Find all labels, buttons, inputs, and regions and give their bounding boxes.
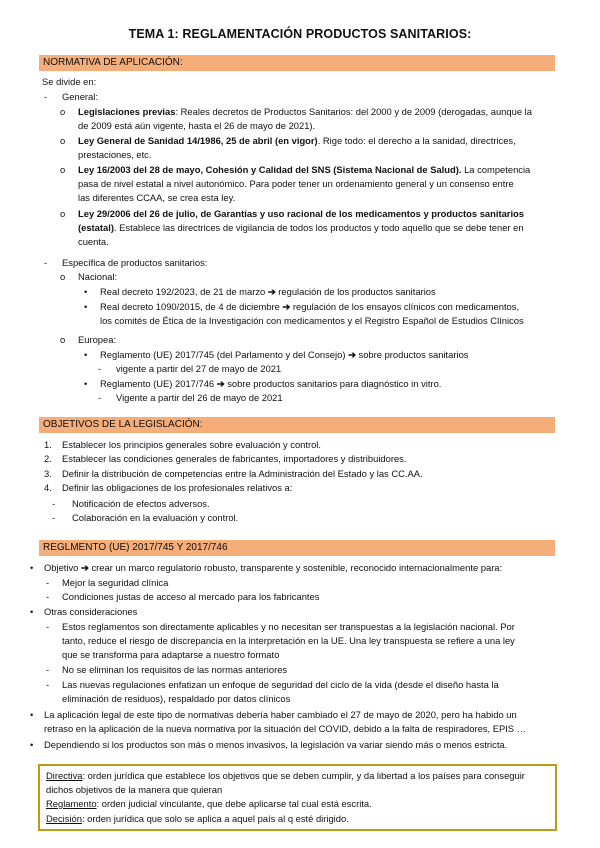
list-subitem: vigente a partir del 27 de mayo de 2021 xyxy=(116,363,282,374)
list-item-cont: los comités de Ética de la Investigación con medicamentos y el Registro Español de Estudios Clínicos xyxy=(100,315,524,326)
dash-marker: - xyxy=(46,664,50,675)
list-subitem-cont: eliminación de residuos), respaldado por datos clínicos xyxy=(62,693,291,704)
bullet-marker: • xyxy=(84,378,88,389)
dash-marker: - xyxy=(52,512,56,523)
list-item: Reglamento (UE) 2017/746 ➔ sobre productos sanitarios para diagnóstico in vitro. xyxy=(100,378,442,389)
numbered-item: Establecer las condiciones generales de fabricantes, importadores y distribuidores. xyxy=(62,453,407,464)
list-item: Reglamento (UE) 2017/745 (del Parlamento y del Consejo) ➔ sobre productos sanitarios xyxy=(100,349,469,360)
dash-marker: - xyxy=(46,577,50,588)
page-title: TEMA 1: REGLAMENTACIÓN PRODUCTOS SANITARIOS: xyxy=(128,27,472,41)
bullet-marker: • xyxy=(30,606,34,617)
list-item: Ley 29/2006 del 26 de julio, de Garantías y uso racional de los medicamentos y productos sanitarios xyxy=(78,208,524,219)
circle-marker: o xyxy=(60,334,66,345)
circle-marker: o xyxy=(60,208,66,219)
bullet-marker: • xyxy=(84,349,88,360)
bullet-marker: • xyxy=(30,739,34,750)
arrow-icon: ➔ xyxy=(216,378,225,389)
arrow-icon: ➔ xyxy=(348,349,356,360)
objetivo-line: Objetivo ➔ crear un marco regulatorio robusto, transparente y sostenible, reconocido internacionalmente para: xyxy=(44,562,503,573)
arrow-icon: ➔ xyxy=(81,562,89,573)
list-item-cont: prestaciones, etc. xyxy=(78,149,152,160)
list-subitem: Condiciones justas de acceso al mercado para los fabricantes xyxy=(62,591,320,602)
dash-marker: - xyxy=(98,363,102,374)
section-header-objetivos: OBJETIVOS DE LA LEGISLACIÓN: xyxy=(39,417,555,433)
circle-marker: o xyxy=(60,106,66,117)
circle-marker: o xyxy=(60,271,66,282)
list-subitem: Notificación de efectos adversos. xyxy=(72,498,210,509)
specific-label: Específica de productos sanitarios: xyxy=(62,257,208,268)
dash-marker: - xyxy=(46,621,50,632)
list-subitem-cont: tanto, reduce el riesgo de discrepancia en la interpretación en la UE. Una ley transpuesta se refiere a una ley xyxy=(62,635,515,646)
list-number: 3. xyxy=(44,468,52,479)
arrow-icon: ➔ xyxy=(282,301,291,312)
arrow-icon: ➔ xyxy=(267,286,276,297)
list-item: Real decreto 192/2023, de 21 de marzo ➔ regulación de los productos sanitarios xyxy=(100,286,436,297)
list-subitem: Colaboración en la evaluación y control. xyxy=(72,512,239,523)
general-label: General: xyxy=(62,91,98,102)
section-header-normativa: NORMATIVA DE APLICACIÓN: xyxy=(39,55,555,71)
dash-marker: - xyxy=(44,91,48,102)
dash-marker: - xyxy=(98,392,102,403)
bullet-marker: • xyxy=(84,286,88,297)
dash-marker: - xyxy=(44,257,48,268)
list-number: 1. xyxy=(44,439,52,450)
dash-marker: - xyxy=(52,498,56,509)
bullet-text: La aplicación legal de este tipo de normativas debería haber cambiado el 27 de mayo de 2020, pero ha habido un xyxy=(44,709,517,720)
list-item-cont: cuenta. xyxy=(78,236,109,247)
list-item-cont: las diferentes CCAA, se crea esta ley. xyxy=(78,192,236,203)
intro-text: Se divide en: xyxy=(42,76,97,87)
bullet-marker: • xyxy=(84,301,88,312)
bullet-marker: • xyxy=(30,562,34,573)
numbered-item: Definir las obligaciones de los profesionales relativos a: xyxy=(62,482,293,493)
bullet-marker: • xyxy=(30,709,34,720)
numbered-item: Definir la distribución de competencias entre la Administración del Estado y las CC.AA. xyxy=(62,468,423,479)
otras-label: Otras consideraciones xyxy=(44,606,138,617)
list-item-cont: (estatal). Establece las directrices de vigilancia de todos los productos y todo aquello que se debe tener en xyxy=(78,222,524,233)
definition-reglamento: Reglamento: orden judicial vinculante, que debe aplicarse tal cual está escrita. xyxy=(46,798,372,809)
list-subitem: Estos reglamentos son directamente aplicables y no necesitan ser transpuestas a la legislación nacional. Por xyxy=(62,621,515,632)
list-subitem: Vigente a partir del 26 de mayo de 2021 xyxy=(116,392,283,403)
list-subitem: No se eliminan los requisitos de las normas anteriores xyxy=(62,664,288,675)
definition-directiva: Directiva: orden jurídica que establece los objetivos que se deben cumplir, y da libertad a los países para conseguir xyxy=(46,770,525,781)
numbered-item: Establecer los principios generales sobre evaluación y control. xyxy=(62,439,321,450)
list-number: 4. xyxy=(44,482,52,493)
list-item: Ley 16/2003 del 28 de mayo, Cohesión y Calidad del SNS (Sistema Nacional de Salud). La competencia xyxy=(78,164,531,175)
nacional-label: Nacional: xyxy=(78,271,118,282)
bullet-text-cont: retraso en la aplicación de la nueva normativa por la situación del COVID, debido a la falta de respiradores, EPIS … xyxy=(44,723,527,734)
circle-marker: o xyxy=(60,164,66,175)
dash-marker: - xyxy=(46,679,50,690)
definition-decision: Decisión: orden jurídica que solo se aplica a aquel país al q esté dirigido. xyxy=(46,813,349,824)
definitions-box xyxy=(38,764,557,831)
list-subitem-cont: que se transforma para adaptarse a nuestro formato xyxy=(62,649,280,660)
list-item-cont: pasa de nivel estatal a nivel autonómico. Para poder tener un ordenamiento general y un consenso entre xyxy=(78,178,514,189)
definition-directiva-cont: dichos objetivos de la manera que quieran xyxy=(46,784,223,795)
section-header-reglamento: REGLMENTO (UE) 2017/745 Y 2017/746 xyxy=(39,540,555,556)
list-subitem: Las nuevas regulaciones enfatizan un enfoque de seguridad del ciclo de la vida (desde el diseño hasta la xyxy=(62,679,499,690)
circle-marker: o xyxy=(60,135,66,146)
bullet-text: Dependiendo si los productos son más o menos invasivos, la legislación va variar siendo más o menos estricta. xyxy=(44,739,508,750)
dash-marker: - xyxy=(46,591,50,602)
list-item: Legislaciones previas: Reales decretos de Productos Sanitarios: del 2000 y de 2009 (derogadas, aunque la xyxy=(78,106,532,117)
list-item: Ley General de Sanidad 14/1986, 25 de abril (en vigor). Rige todo: el derecho a la sanidad, directrices, xyxy=(78,135,516,146)
list-item-cont: de 2009 está aún vigente, hasta el 26 de mayo de 2021). xyxy=(78,120,316,131)
europea-label: Europea: xyxy=(78,334,117,345)
list-subitem: Mejor la seguridad clínica xyxy=(62,577,169,588)
list-number: 2. xyxy=(44,453,52,464)
list-item: Real decreto 1090/2015, de 4 de diciembre ➔ regulación de los ensayos clínicos con medicamentos, xyxy=(100,301,520,312)
